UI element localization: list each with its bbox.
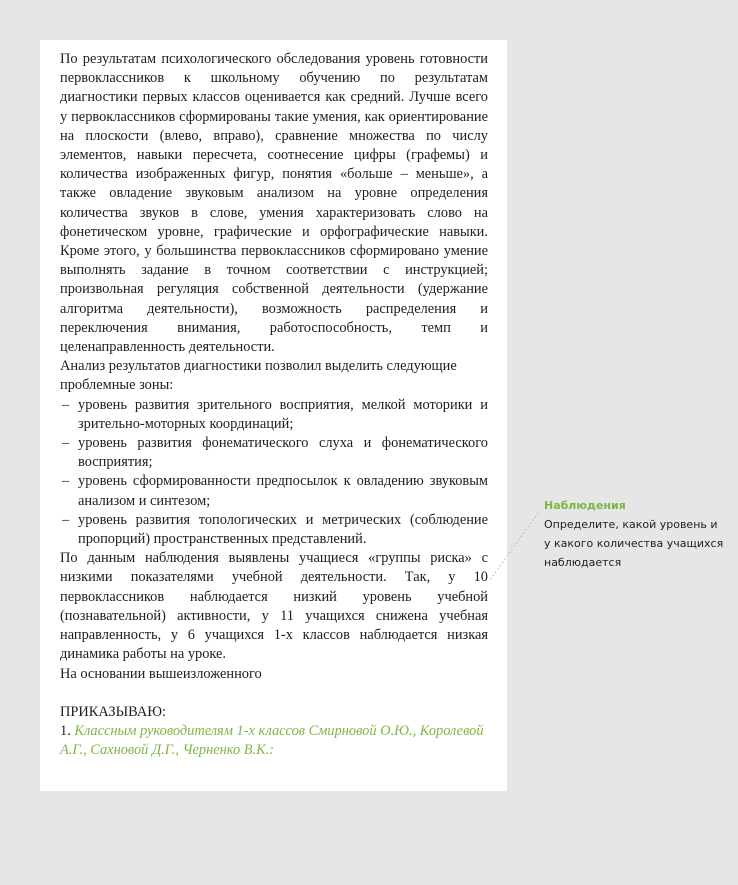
list-item [60, 511, 488, 549]
analysis-paragraph: Анализ результатов диагностики позволил выделить следующие проблемные зоны: [60, 358, 457, 394]
list-item-text: уровень развития топологических и метрических (соблюдение пропорций) пространственных представлений. [78, 511, 488, 548]
list-item-text: уровень развития зрительного восприятия, мелкой моторики и зрительно-моторных координаций; [78, 396, 488, 432]
order-number: 1. [60, 722, 71, 739]
list-item-text: уровень сформированности предпосылок к овладению звуковым анализом и синтезом; [78, 473, 488, 509]
problem-list [60, 396, 488, 550]
list-item [60, 396, 488, 434]
list-item-text: уровень развития фонематического слуха и фонематического восприятия; [78, 435, 488, 471]
list-dash: – [62, 435, 70, 452]
list-dash: – [62, 473, 70, 490]
list-item [60, 472, 488, 510]
sidenote-text: Определите, какой уровень и у какого количества учащихся наблюдается [544, 518, 724, 569]
list-dash: – [62, 511, 70, 528]
document-body [60, 50, 488, 760]
basis-paragraph: На основании вышеизложенного [60, 665, 262, 682]
order-item [60, 722, 488, 760]
list-item [60, 434, 488, 472]
observation-paragraph: По данным наблюдения выявлены учащиеся «группы риска» с низкими показателями учебной деятельности. Так, у 10 первоклассников наблюдается низкий уровень учебной (познавательной) активности, у 11 учащихся снижена учебная направленность, у 6 учащихся 1-х классов наблюдается низкая динамика работы на уроке. [60, 550, 488, 663]
intro-paragraph: По результатам психологического обследования уровень готовности первоклассников к школьному обучению по результатам диагностики первых классов оценивается как средний. Лучше всего у первоклассников сформированы такие умения, как ориентирование на плоскости (влево, вправо), сравнение множества по числу элементов, навыки пересчета, соотнесение цифры (графемы) и количества изображенных фигур, понятия «больше – меньше», а также овладение звуковым анализом на уровне определения количества звуков в слове, умения характеризовать слово на фонетическом уровне, графические и орфографические навыки. Кроме этого, у большинства первоклассников сформировано умение выполнять задание в точном соответствии с инструкцией; произвольная регуляция собственной деятельности (удержание алгоритма деятельности), возможность распределения и переключения внимания, работоспособность, темп и целенаправленность деятельности. [60, 51, 488, 356]
document-page [40, 40, 507, 791]
order-text: Классным руководителям 1-х классов Смирновой О.Ю., Королевой А.Г., Сахновой Д.Г., Черненко В.К.: [60, 722, 484, 759]
sidenote [544, 496, 724, 572]
order-heading: ПРИКАЗЫВАЮ: [60, 703, 167, 720]
list-dash: – [62, 396, 70, 413]
sidenote-title: Наблюдения [544, 499, 626, 512]
